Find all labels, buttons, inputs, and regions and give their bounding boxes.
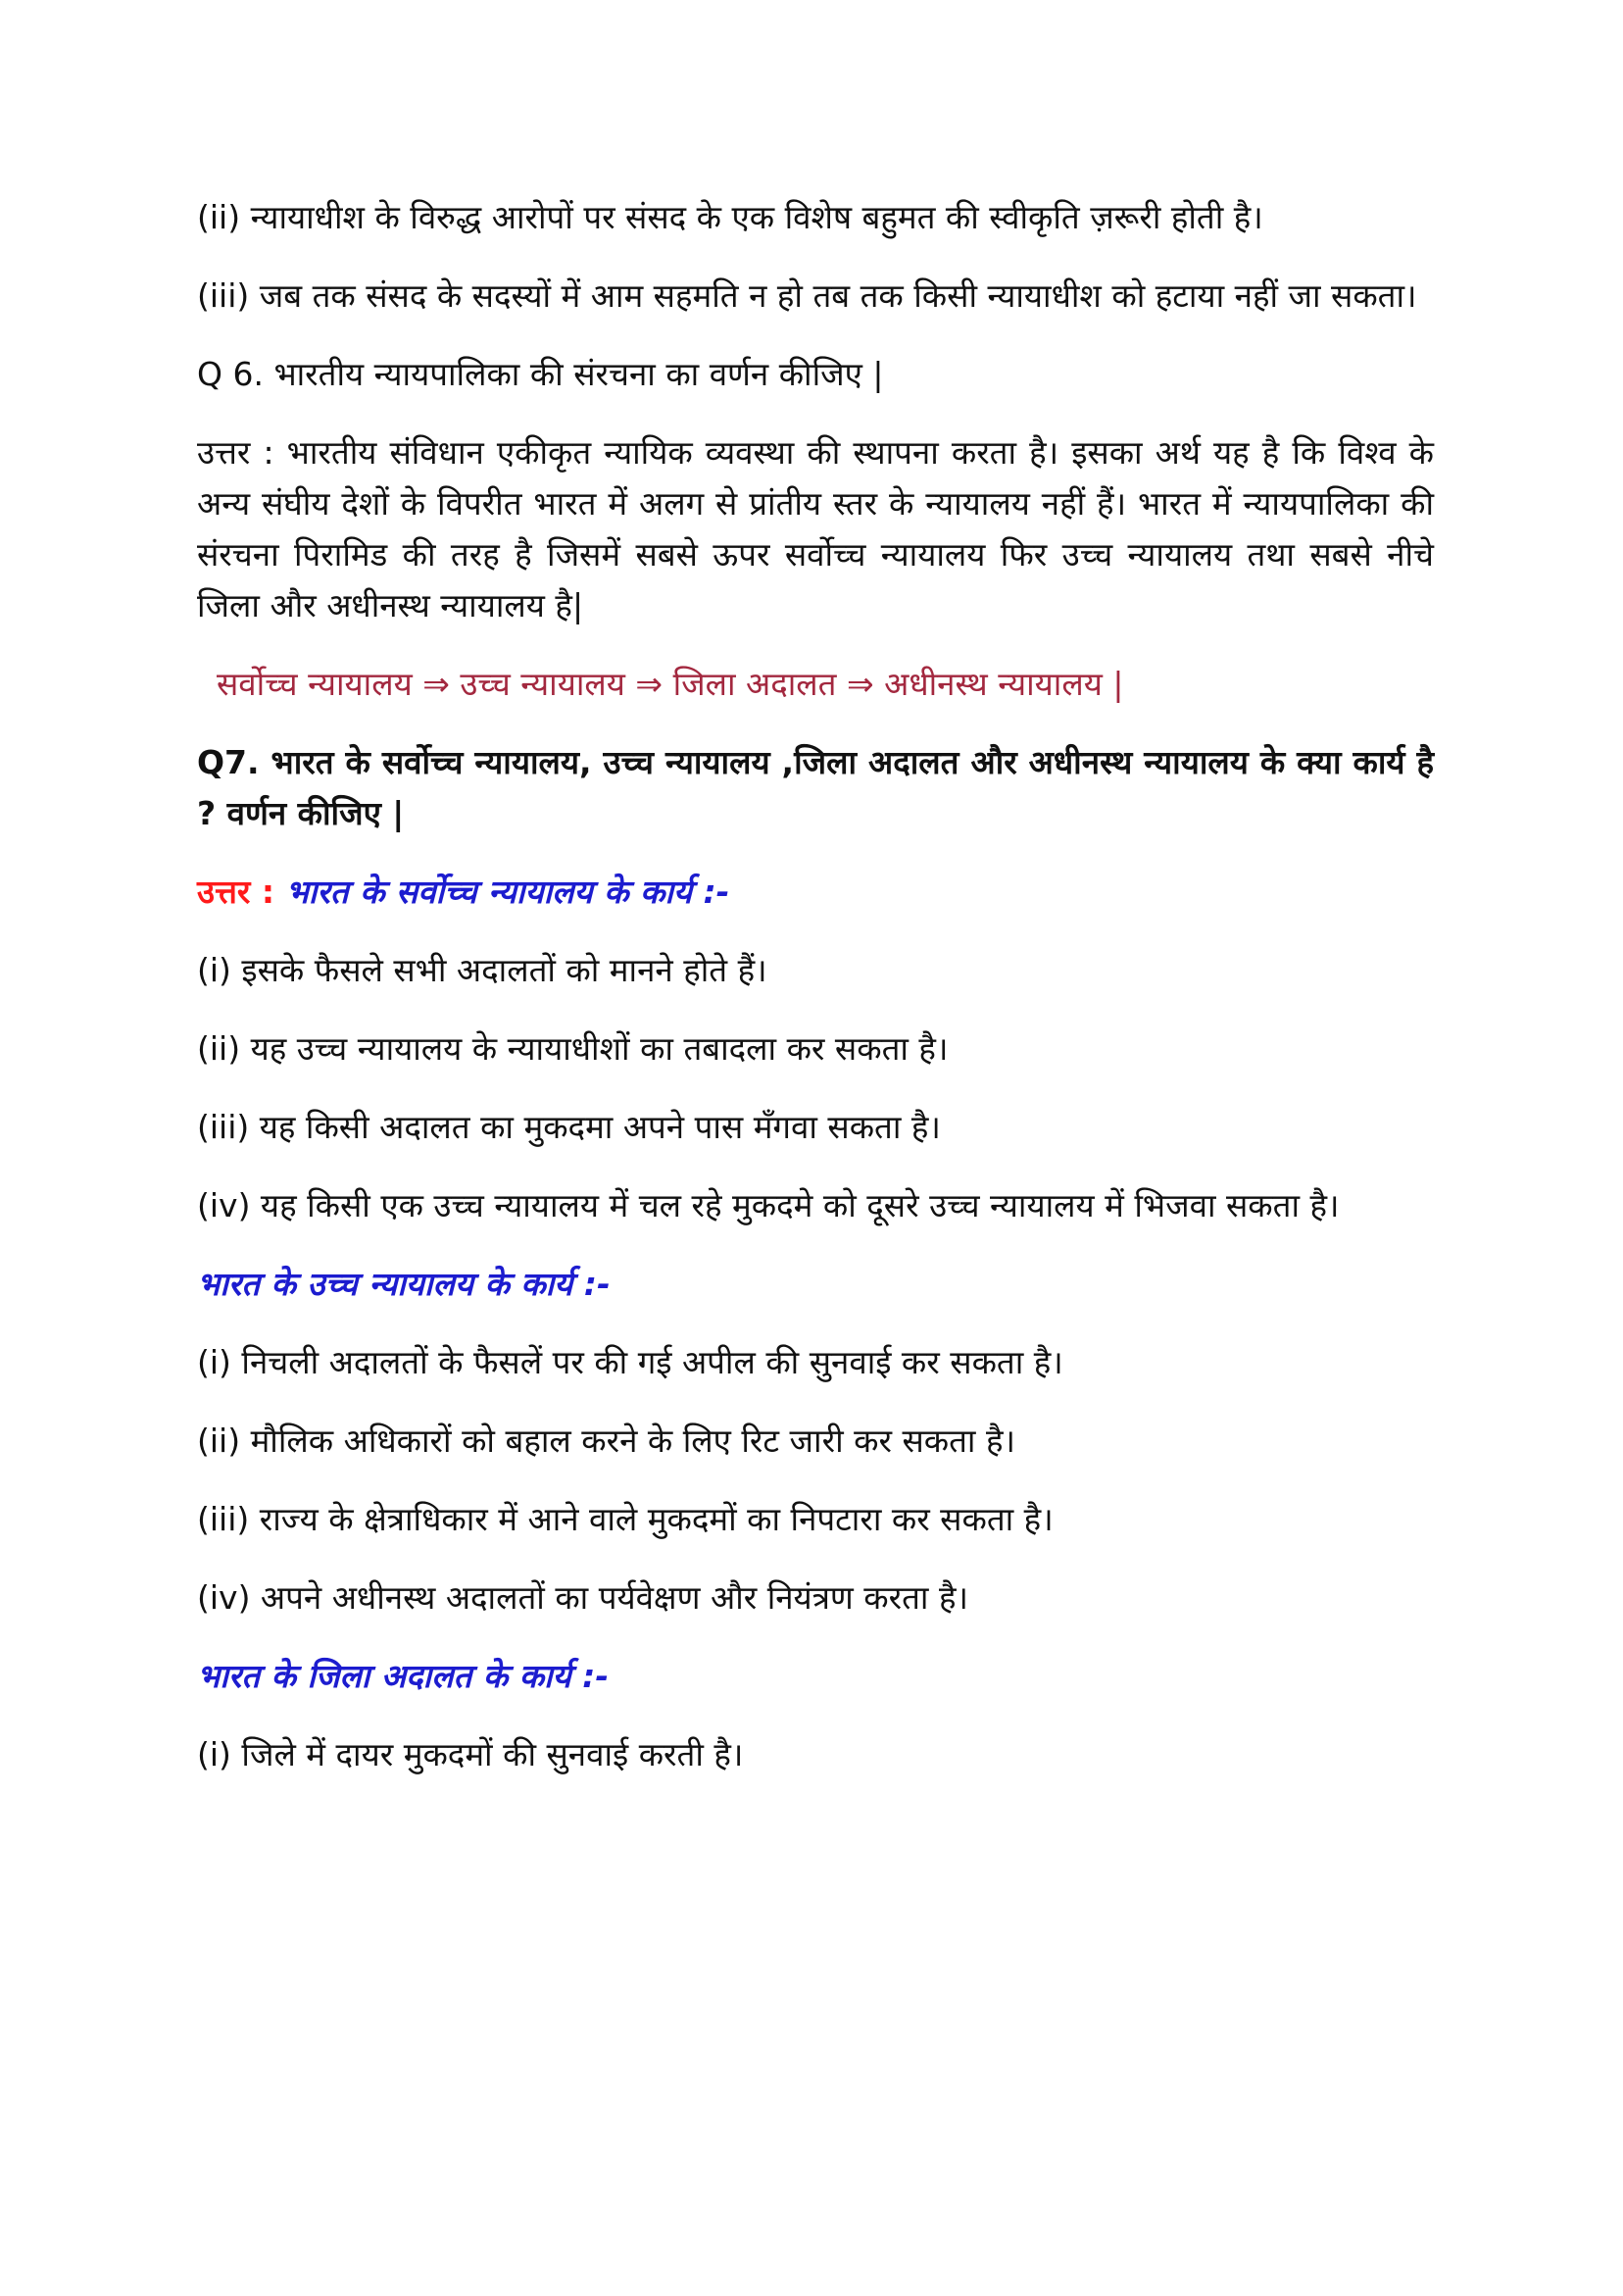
paragraph: (ii) न्यायाधीश के विरुद्ध आरोपों पर संसद के एक विशेष बहुमत की स्वीकृति ज़रूरी होती है। (197, 198, 1263, 236)
list-item: (iii) यह किसी अदालत का मुकदमा अपने पास मँगवा सकता है। (197, 1108, 941, 1146)
supreme-court-heading (197, 867, 1434, 918)
district-court-heading: भारत के जिला अदालत के कार्य :- (197, 1657, 610, 1695)
list-item: (iii) राज्य के क्षेत्राधिकार में आने वाले मुकदमों का निपटारा कर सकता है। (197, 1500, 1054, 1538)
answer-label: उत्तर : (197, 873, 286, 911)
heading-text: भारत के सर्वोच्च न्यायालय के कार्य :- (285, 873, 730, 911)
list-item: (i) इसके फैसले सभी अदालतों को मानने होते हैं। (197, 951, 767, 989)
list-item: (iv) अपने अधीनस्थ अदालतों का पर्यवेक्षण और नियंत्रण करता है। (197, 1578, 968, 1617)
paragraph: (iii) जब तक संसद के सदस्यों में आम सहमति न हो तब तक किसी न्यायाधीश को हटाया नहीं जा सकता। (197, 276, 1417, 315)
document-page (197, 192, 1434, 1808)
high-court-heading: भारत के उच्च न्यायालय के कार्य :- (197, 1265, 611, 1303)
list-item: (ii) यह उच्च न्यायालय के न्यायाधीशों का तबादला कर सकता है। (197, 1029, 949, 1068)
hierarchy-flow: सर्वोच्च न्यायालय ⇒ उच्च न्यायालय ⇒ जिला अदालत ⇒ अधीनस्थ न्यायालय | (217, 665, 1124, 703)
question-7: Q7. भारत के सर्वोच्च न्यायालय, उच्च न्यायालय ,जिला अदालत और अधीनस्थ न्यायालय के क्या कार्य है ? वर्णन कीजिए | (197, 743, 1434, 832)
list-item: (ii) मौलिक अधिकारों को बहाल करने के लिए रिट जारी कर सकता है। (197, 1422, 1015, 1460)
answer-6: उत्तर : भारतीय संविधान एकीकृत न्यायिक व्यवस्था की स्थापना करता है। इसका अर्थ यह है कि विश्व के अन्य संघीय देशों के विपरीत भारत में अलग से प्रांतीय स्तर के न्यायालय नहीं हैं। भारत में न्यायपालिका की संरचना पिरामिड की तरह है जिसमें सबसे ऊपर सर्वोच्च न्यायालय फिर उच्च न्यायालय तथा सबसे नीचे जिला और अधीनस्थ न्यायालय है| (197, 433, 1434, 624)
list-item: (iv) यह किसी एक उच्च न्यायालय में चल रहे मुकदमे को दूसरे उच्च न्यायालय में भिजवा सकता है। (197, 1186, 1340, 1224)
list-item: (i) निचली अदालतों के फैसलें पर की गई अपील की सुनवाई कर सकता है। (197, 1343, 1063, 1381)
list-item: (i) जिले में दायर मुकदमों की सुनवाई करती है। (197, 1735, 744, 1773)
question-6: Q 6. भारतीय न्यायपालिका की संरचना का वर्णन कीजिए | (197, 355, 884, 393)
